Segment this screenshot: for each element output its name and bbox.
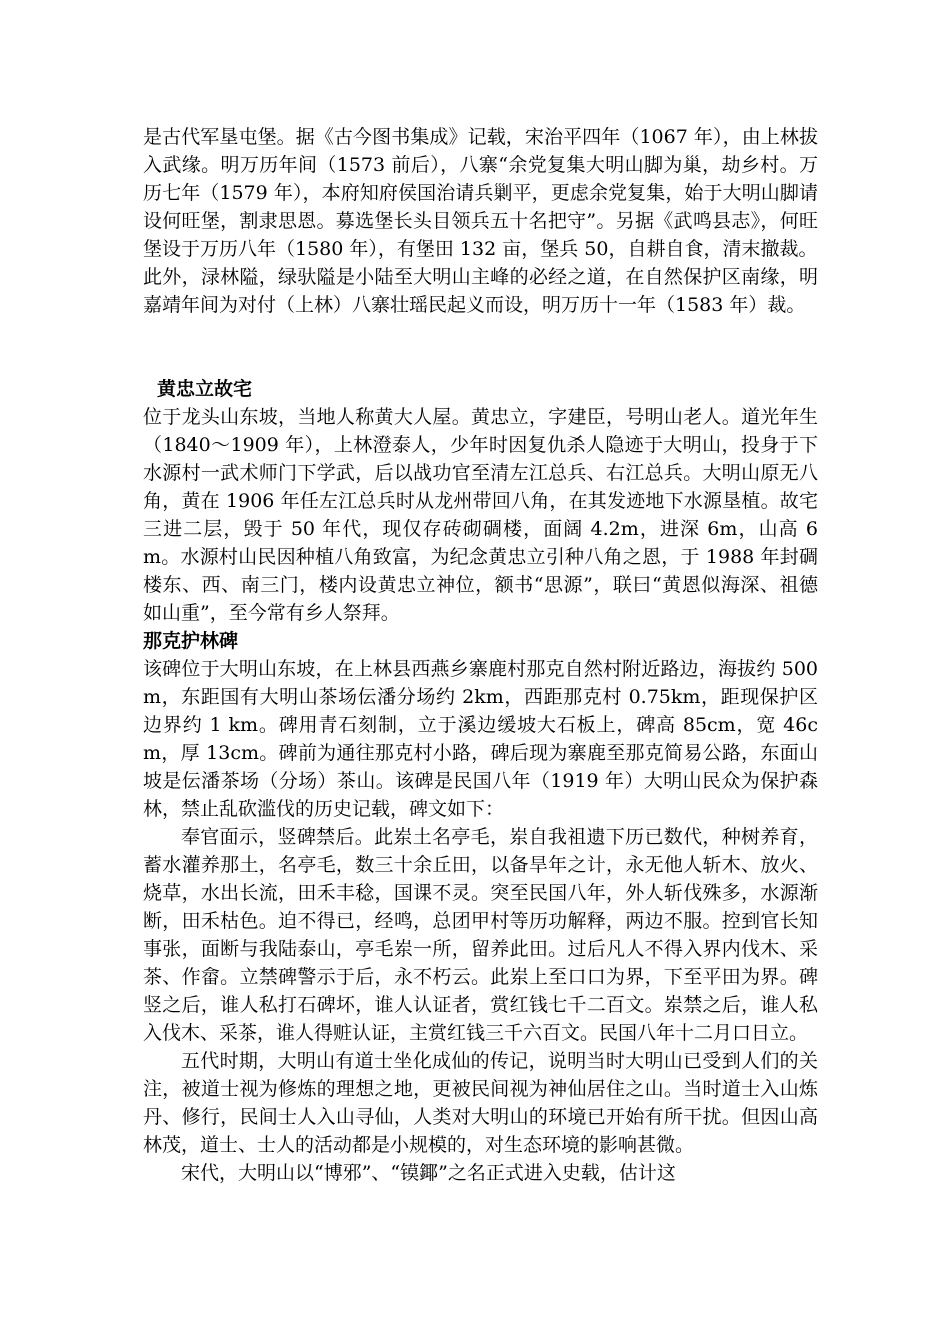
paragraph-five-dynasties: 五代时期，大明山有道士坐化成仙的传记，说明当时大明山已受到人们的关注，被道士视为修炼的理想之地，更被民间视为神仙居住之山。当时道士入山炼丹、修行，民间士人入山寻仙，人类对大明山的环境已开始有所干扰。但因山高林茂，道士、士人的活动都是小规模的，对生态环境的影响甚微。 [143, 1050, 818, 1156]
paragraph-song-dynasty: 宋代，大明山以“博邪”、“镆鎁”之名正式进入史载，估计这 [181, 1162, 676, 1184]
paragraph-passes: 此外，渌林隘，绿驮隘是小陆至大明山主峰的必经之道，在自然保护区南缘，明嘉靖年间为对付（上林）八寨壮瑶民起义而设，明万历十一年（1583 年）裁。 [143, 266, 818, 316]
document-page [143, 123, 818, 1187]
paragraph-stele-inscription: 奉官面示，竖碑禁后。此岽土名亭毛，岽自我祖遗下历已数代，种树养育，蓄水灌养那土，名亭毛，数三十余丘田，以备旱年之计，永无他人斩木、放火、烧草，水出长流，田禾丰稔，国课不灵。突至民国八年，外人斩伐殊多，水源渐断，田禾枯色。迫不得已，经鸣，总团甲村等历功解释，两边不服。控到官长知事张，面断与我陆泰山，亭毛岽一所，留养此田。过后凡人不得入界内伐木、采茶、作畲。立禁碑警示于后，永不朽云。此岽上至口口为界，下至平田为界。碑竖之后，谁人私打石碑坏，谁人认证者，赏红钱七千二百文。岽禁之后，谁人私入伐木、采茶，谁人得赃认证，主赏红钱三千六百文。民国八年十二月口日立。 [143, 826, 818, 1044]
section-heading-huang-residence: 黄忠立故宅 [157, 378, 253, 400]
paragraph-huang-residence: 位于龙头山东坡，当地人称黄大人屋。黄忠立，字建臣，号明山老人。道光年生（1840～1909 年），上林澄泰人，少年时因复仇杀人隐迹于大明山，投身于下水源村一武术师门下学武，后以战功官至清左江总兵、右江总兵。大明山原无八角，黄在 1906 年任左江总兵时从龙州带回八角，在其发迹地下水源垦植。故宅三进二层，毁于 50 年代，现仅存砖砌碉楼，面阔 4.2m，进深 6m，山高 6m。水源村山民因种植八角致富，为纪念黄忠立引种八角之恩，于 1988 年封碉楼东、西、南三门，楼内设黄忠立神位，额书“思源”，联曰“黄恩似海深、祖德如山重”，至今常有乡人祭拜。 [143, 406, 818, 624]
spacer [143, 319, 818, 375]
paragraph-nake-stele: 该碑位于大明山东坡，在上林县西燕乡寨鹿村那克自然村附近路边，海拔约 500m，东距国有大明山茶场伝潘分场约 2km，西距那克村 0.75km，距现保护区边界约 1 km。碑用青石刻制，立于溪边缓坡大石板上，碑高 85cm，宽 46cm，厚 13cm。碑前为通往那克村小路，碑后现为寨鹿至那克简易公路，东面山坡是伝潘茶场（分场）茶山。该碑是民国八年（1919 年）大明山民众为保护森林，禁止乱砍滥伐的历史记载，碑文如下： [143, 658, 818, 820]
section-heading-nake-stele: 那克护林碑 [143, 630, 239, 652]
paragraph-military-fort: 是古代军垦屯堡。据《古今图书集成》记载，宋治平四年（1067 年），由上林拔入武缘。明万历年间（1573 前后），八寨“余党复集大明山脚为巢，劫乡村。万历七年（1579 年），本府知府侯国治请兵剿平，更虑余党复集，始于大明山脚请设何旺堡，割隶思恩。募选堡长头目领兵五十名把守”。另据《武鸣县志》，何旺堡设于万历八年（1580 年），有堡田 132 亩，堡兵 50，自耕自食，清末撤裁。 [143, 126, 818, 260]
